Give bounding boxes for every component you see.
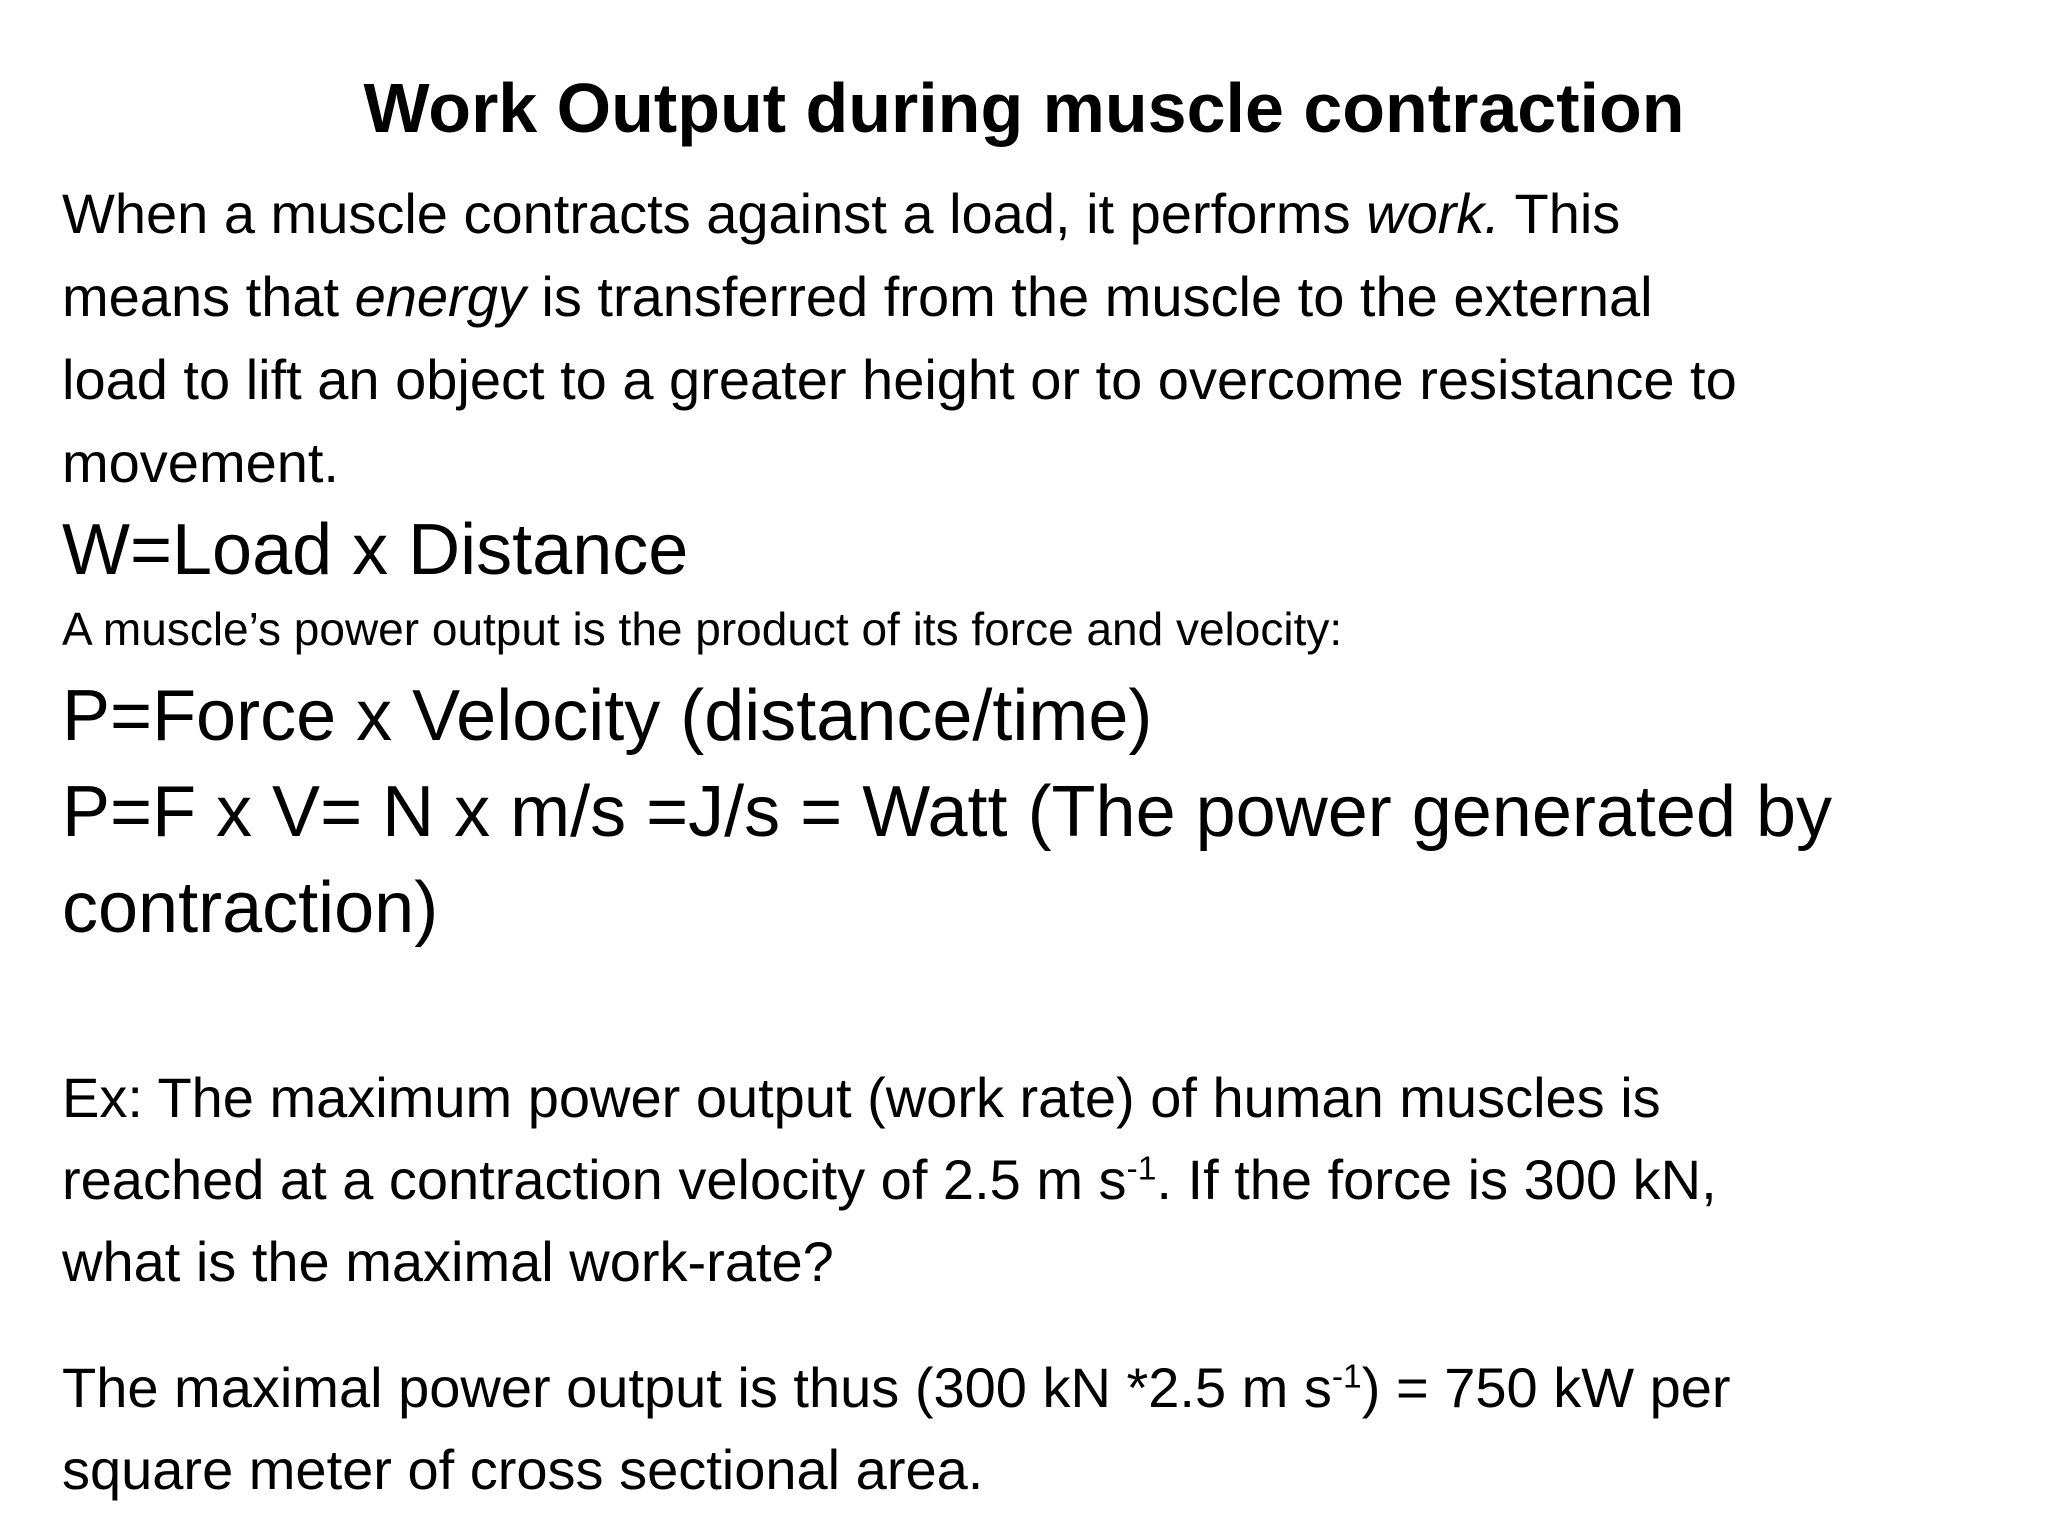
intro-text: When a muscle contracts against a load, it performs <box>62 182 1367 245</box>
intro-line-1 <box>62 172 2002 255</box>
intro-paragraph <box>62 172 2002 504</box>
intro-line-2 <box>62 255 2002 338</box>
example-line-2 <box>62 1139 2002 1221</box>
work-formula: W=Load x Distance <box>62 510 689 590</box>
emphasis-energy: energy <box>354 265 526 328</box>
power-formula-2 <box>62 764 2002 956</box>
power-formula-2-line-2: contraction) <box>62 868 439 948</box>
answer-line-1 <box>62 1347 2002 1429</box>
intro-line-4: movement. <box>62 431 339 494</box>
example-line-3: what is the maximal work-rate? <box>62 1230 834 1293</box>
superscript: -1 <box>1331 1358 1362 1396</box>
intro-line-3: load to lift an object to a greater height or to overcome resistance to <box>62 348 1737 411</box>
emphasis-work: work. <box>1366 182 1500 245</box>
intro-text: This <box>1499 182 1621 245</box>
power-formula-1: P=Force x Velocity (distance/time) <box>62 676 1153 756</box>
answer-text: The maximal power output is thus (300 kN *2.5 m s <box>62 1356 1332 1419</box>
answer-text: ) = 750 kW per <box>1361 1356 1731 1419</box>
power-formula-2-line-1: P=F x V= N x m/s =J/s = Watt (The power generated by <box>62 772 1833 852</box>
answer-line-2: square meter of cross sectional area. <box>62 1438 984 1501</box>
slide-title: Work Output during muscle contraction <box>363 69 1685 147</box>
example-text: . If the force is 300 kN, <box>1156 1148 1717 1211</box>
example-line-1: Ex: The maximum power output (work rate) of human muscles is <box>62 1066 1661 1129</box>
example-text: reached at a contraction velocity of 2.5 m s <box>62 1148 1127 1211</box>
example-question <box>62 1057 2002 1303</box>
example-answer <box>62 1347 2002 1511</box>
superscript: -1 <box>1126 1150 1157 1188</box>
intro-text: means that <box>62 265 355 328</box>
intro-text: is transferred from the muscle to the external <box>525 265 1653 328</box>
power-statement: A muscle’s power output is the product of its force and velocity: <box>62 603 1343 655</box>
